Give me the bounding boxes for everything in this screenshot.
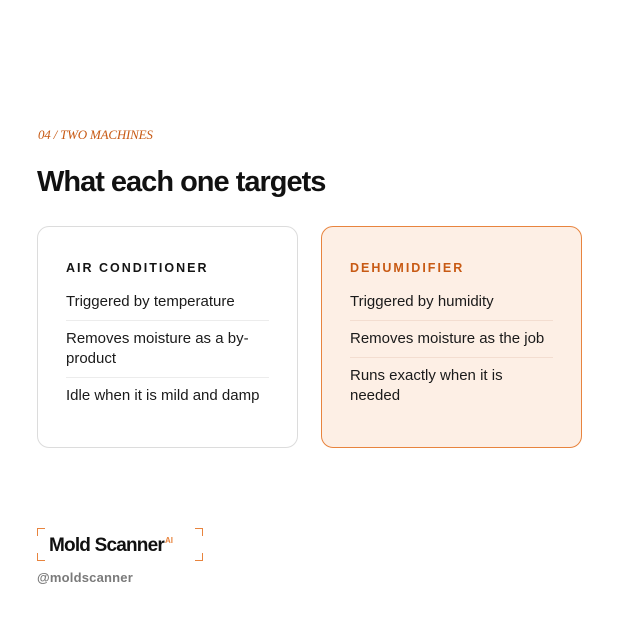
- list-item: Idle when it is mild and damp: [66, 387, 260, 404]
- frame-corner: [37, 553, 45, 561]
- list-item: Runs exactly when it is needed: [350, 367, 503, 404]
- list-item: Triggered by temperature: [66, 292, 269, 321]
- brand-suffix: AI: [164, 536, 173, 545]
- card-title: DEHUMIDIFIER: [350, 261, 465, 275]
- card-air-conditioner: [37, 226, 298, 448]
- section-eyebrow: 04 / TWO MACHINES: [38, 127, 153, 142]
- page-title: What each one targets: [37, 166, 326, 198]
- card-dehumidifier: [321, 226, 582, 448]
- brand-name: [49, 535, 173, 557]
- list-item: Removes moisture as the job: [350, 329, 553, 358]
- list-item: Removes moisture as a by-product: [66, 329, 269, 378]
- frame-corner: [195, 528, 203, 536]
- frame-corner: [195, 553, 203, 561]
- list-item: Triggered by humidity: [350, 292, 553, 321]
- brand-logo: [37, 528, 203, 561]
- card-title: AIR CONDITIONER: [66, 261, 209, 275]
- social-handle: @moldscanner: [37, 570, 133, 585]
- brand-name-text: Mold Scanner: [49, 535, 164, 556]
- frame-corner: [37, 528, 45, 536]
